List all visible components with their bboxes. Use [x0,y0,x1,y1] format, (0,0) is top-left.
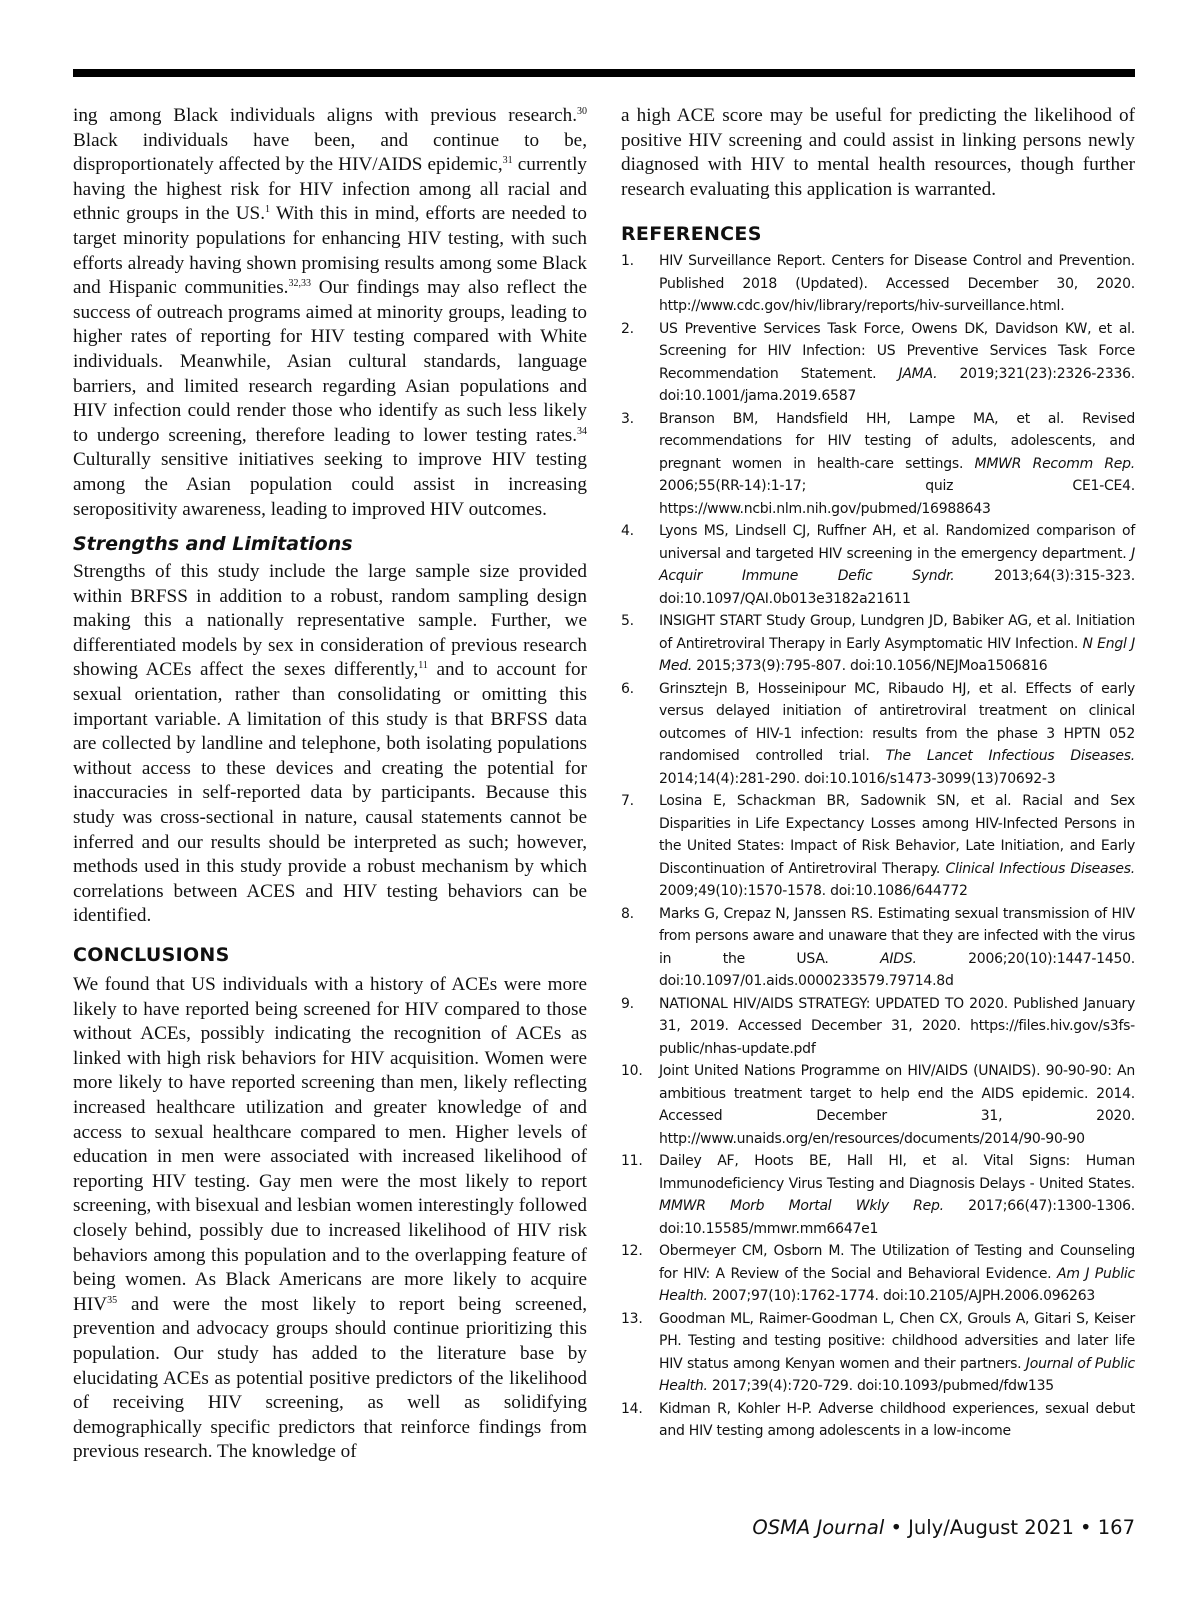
reference-journal: MMWR Recomm Rep. [974,455,1135,472]
reference-text: HIV Surveillance Report. Centers for Disease Control and Prevention. Published 2018 (Updated). Accessed December 30, 2020. http://www.cdc.gov/hiv/library/reports/hiv-surveillance.html. [659,253,1135,315]
reference-journal: JAMA. [898,365,938,382]
reference-details: 2013;64(3):315-323. doi:10.1097/QAI.0b013e3182a21611 [659,568,1135,607]
reference-text: US Preventive Services Task Force, Owens DK, Davidson KW, et al. Screening for HIV Infection: US Preventive Services Task Force Recommendation Statement. [659,320,1135,382]
reference-details: 2009;49(10):1570-1578. doi:10.1086/644772 [659,883,968,900]
body-paragraph-continued: a high ACE score may be useful for predicting the likelihood of positive HIV screening and could assist in linking persons newly diagnosed with HIV to mental health resources, though further research evaluating this application is warranted. [621,105,1135,200]
reference-item [621,903,1135,993]
reference-text: Marks G, Crepaz N, Janssen RS. Estimating sexual transmission of HIV from persons aware and unaware that they are infected with the virus in the USA. [659,905,1135,967]
reference-text: Obermeyer CM, Osborn M. The Utilization of Testing and Counseling for HIV: A Review of the Social and Behavioral Evidence. [659,1243,1135,1282]
reference-number: 11. [621,1153,643,1170]
citation-sup: 35 [107,1294,118,1306]
reference-journal: Clinical Infectious Diseases. [945,860,1135,877]
body-paragraph-1 [73,104,587,522]
reference-text: Kidman R, Kohler H-P. Adverse childhood experiences, sexual debut and HIV testing among adolescents in a low-income [659,1400,1135,1440]
conclusions-heading: CONCLUSIONS [73,944,230,966]
reference-item [621,1240,1135,1308]
reference-journal: Am J Public Health. [659,1265,1135,1305]
reference-number: 7. [621,793,634,810]
reference-journal: N Engl J Med. [659,635,1135,675]
reference-details: 2017;39(4):720-729. doi:10.1093/pubmed/fdw135 [707,1378,1054,1395]
page-footer [752,1514,1135,1542]
reference-text: INSIGHT START Study Group, Lundgren JD, Babiker AG, et al. Initiation of Antiretroviral Therapy in Early Asymptomatic HIV Infection. [659,613,1135,652]
text-run: Strengths of this study include the large sample size provided within BRFSS in addition to a robust, random sampling design making this a nationally representative sample. Further, we differentiated models by sex in consideration of previous research showing ACEs affect the sexes differently, [73,561,587,681]
reference-details: 2019;321(23):2326-2336. doi:10.1001/jama.2019.6587 [659,365,1135,405]
reference-item [621,408,1135,521]
reference-text: Dailey AF, Hoots BE, Hall HI, et al. Vital Signs: Human Immunodeficiency Virus Testing and Diagnosis Delays - United States. [659,1153,1135,1192]
reference-item [621,790,1135,903]
text-run: currently having the highest risk for HIV infection among all racial and ethnic groups in the US. [73,154,587,225]
reference-journal: Journal of Public Health. [659,1355,1135,1395]
reference-text: Joint United Nations Programme on HIV/AIDS (UNAIDS). 90-90-90: An ambitious treatment target to help end the AIDS epidemic. 2014. Accessed December 31, 2020. http://www.unaids.org/en/resources/documents/2014/90-90-90 [659,1063,1135,1147]
citation-sup: 34 [577,425,587,437]
reference-journal: AIDS. [880,950,917,967]
footer-separator: • [884,1516,909,1539]
text-run: ing among Black individuals aligns with previous research. [73,105,577,126]
text-run: Black individuals have been, and continue to be, disproportionately affected by the HIV/AIDS epidemic, [73,129,587,176]
reference-item [621,250,1135,318]
citation-sup: 31 [502,155,513,167]
reference-item [621,993,1135,1061]
reference-text: Lyons MS, Lindsell CJ, Ruffner AH, et al. Randomized comparison of universal and targeted HIV screening in the emergency department. [659,523,1135,562]
footer-issue: July/August 2021 [908,1516,1074,1539]
reference-details: 2015;373(9):795-807. doi:10.1056/NEJMoa1506816 [692,658,1048,675]
reference-item [621,1398,1135,1443]
reference-details: 2006;20(10):1447-1450. doi:10.1097/01.aids.0000233579.79714.8d [659,950,1136,990]
text-run: Culturally sensitive initiatives seeking to improve HIV testing among the Asian population could assist in increasing seropositivity awareness, leading to improved HIV outcomes. [73,449,587,520]
reference-number: 1. [621,253,634,270]
footer-separator: • [1073,1516,1098,1539]
references-heading: REFERENCES [621,223,762,246]
citation-sup: 11 [418,660,428,672]
reference-details: 2006;55(RR-14):1-17; quiz CE1-CE4. https://www.ncbi.nlm.nih.gov/pubmed/16988643 [659,478,1135,517]
citation-sup: 32,33 [288,278,311,290]
reference-number: 2. [621,320,634,337]
text-run: With this in mind, efforts are needed to target minority populations for enhancing HIV testing, with such efforts already having shown promising results among some Black and Hispanic communities. [73,203,588,299]
left-column [73,104,587,1465]
body-paragraph-3 [73,973,587,1465]
reference-journal: J Acquir Immune Defic Syndr. [659,545,1135,585]
reference-number: 14. [621,1400,643,1417]
text-run: and to account for sexual orientation, rather than consolidating or omitting this important variable. A limitation of this study is that BRFSS data are collected by landline and telephone, both isolating populations without access to these devices and creating the potential for inaccuracies in self-reported data by participants. Because this study was cross-sectional in nature, causal statements cannot be inferred and our results should be interpreted as such; however, methods used in this study provide a robust mechanism by which correlations between ACES and HIV testing behaviors can be identified. [73,659,587,927]
reference-details: 2014;14(4):281-290. doi:10.1016/s1473-3099(13)70692-3 [659,770,1056,787]
reference-number: 9. [621,995,634,1012]
reference-text: Losina E, Schackman BR, Sadownik SN, et al. Racial and Sex Disparities in Life Expectancy Losses among HIV-Infected Persons in the United States: Impact of Risk Behavior, Late Initiation, and Early Discontinuation of Antiretroviral Therapy. [659,793,1135,877]
reference-number: 10. [621,1063,643,1080]
reference-item [621,318,1135,408]
reference-item [621,678,1135,791]
reference-text: Goodman ML, Raimer-Goodman L, Chen CX, Grouls A, Gitari S, Keiser PH. Testing and testing positive: childhood adversities and later life HIV status among Kenyan women and their partners. [659,1310,1135,1372]
reference-details: 2017;66(47):1300-1306. doi:10.15585/mmwr.mm6647e1 [659,1198,1135,1237]
reference-item [621,610,1135,678]
reference-journal: MMWR Morb Mortal Wkly Rep. [659,1198,944,1215]
footer-journal: OSMA Journal [752,1516,885,1539]
reference-details: 2007;97(10):1762-1774. doi:10.2105/AJPH.2006.096263 [707,1288,1096,1305]
reference-number: 3. [621,410,634,427]
reference-item [621,1308,1135,1398]
reference-text: Branson BM, Handsfield HH, Lampe MA, et al. Revised recommendations for HIV testing of adults, adolescents, and pregnant women in health-care settings. [659,410,1135,472]
reference-list [621,250,1135,1443]
strengths-limitations-heading: Strengths and Limitations [73,533,353,556]
reference-number: 6. [621,680,634,697]
text-run: We found that US individuals with a history of ACEs were more likely to have reported being screened for HIV compared to those without ACEs, possibly indicating the recognition of ACEs as linked with high risk behaviors for HIV acquisition. Women were more likely to have reported screening than men, likely reflecting increased healthcare utilization and greater knowledge of and access to sexual healthcare compared to men. Higher levels of education in men were associated with increased likelihood of reporting HIV testing. Gay men were the most likely to report screening, with bisexual and lesbian women interestingly followed closely behind, possibly due to increased likelihood of HIV risk behaviors among this population and to the overlapping feature of being women. As Black Americans are more likely to acquire HIV [73,974,587,1315]
reference-number: 13. [621,1310,643,1327]
reference-number: 12. [621,1243,643,1260]
reference-number: 5. [621,613,634,630]
reference-number: 8. [621,905,634,922]
reference-item [621,1150,1135,1240]
reference-text: Grinsztejn B, Hosseinipour MC, Ribaudo HJ, et al. Effects of early versus delayed initiation of antiretroviral treatment on clinical outcomes of HIV-1 infection: results from the phase 3 HPTN 052 randomised controlled trial. [659,680,1135,765]
body-paragraph-2 [73,560,587,929]
citation-sup: 1 [265,204,271,216]
reference-number: 4. [621,523,634,540]
reference-text: NATIONAL HIV/AIDS STRATEGY: UPDATED TO 2020. Published January 31, 2019. Accessed December 31, 2020. https://files.hiv.gov/s3fs-public/nhas-update.pdf [659,995,1135,1057]
top-rule [73,69,1135,77]
reference-journal: The Lancet Infectious Diseases. [885,748,1135,765]
right-column [621,104,1135,1443]
footer-page-number: 167 [1097,1516,1135,1539]
text-run: Our findings may also reflect the success of outreach programs aimed at minority groups, leading to higher rates of reporting for HIV testing compared with White individuals. Meanwhile, Asian cultural standards, language barriers, and limited research regarding Asian populations and HIV infection could render those who identify as such less likely to undergo screening, therefore leading to lower testing rates. [73,277,587,446]
reference-item [621,520,1135,610]
reference-item [621,1060,1135,1150]
text-run: and were the most likely to report being screened, prevention and advocacy groups should continue prioritizing this population. Our study has added to the literature base by elucidating ACEs as potential positive predictors of the likelihood of receiving HIV screening, as well as solidifying demographically specific predictors that reinforce findings from previous research. The knowledge of [73,1293,587,1463]
citation-sup: 30 [577,106,587,117]
